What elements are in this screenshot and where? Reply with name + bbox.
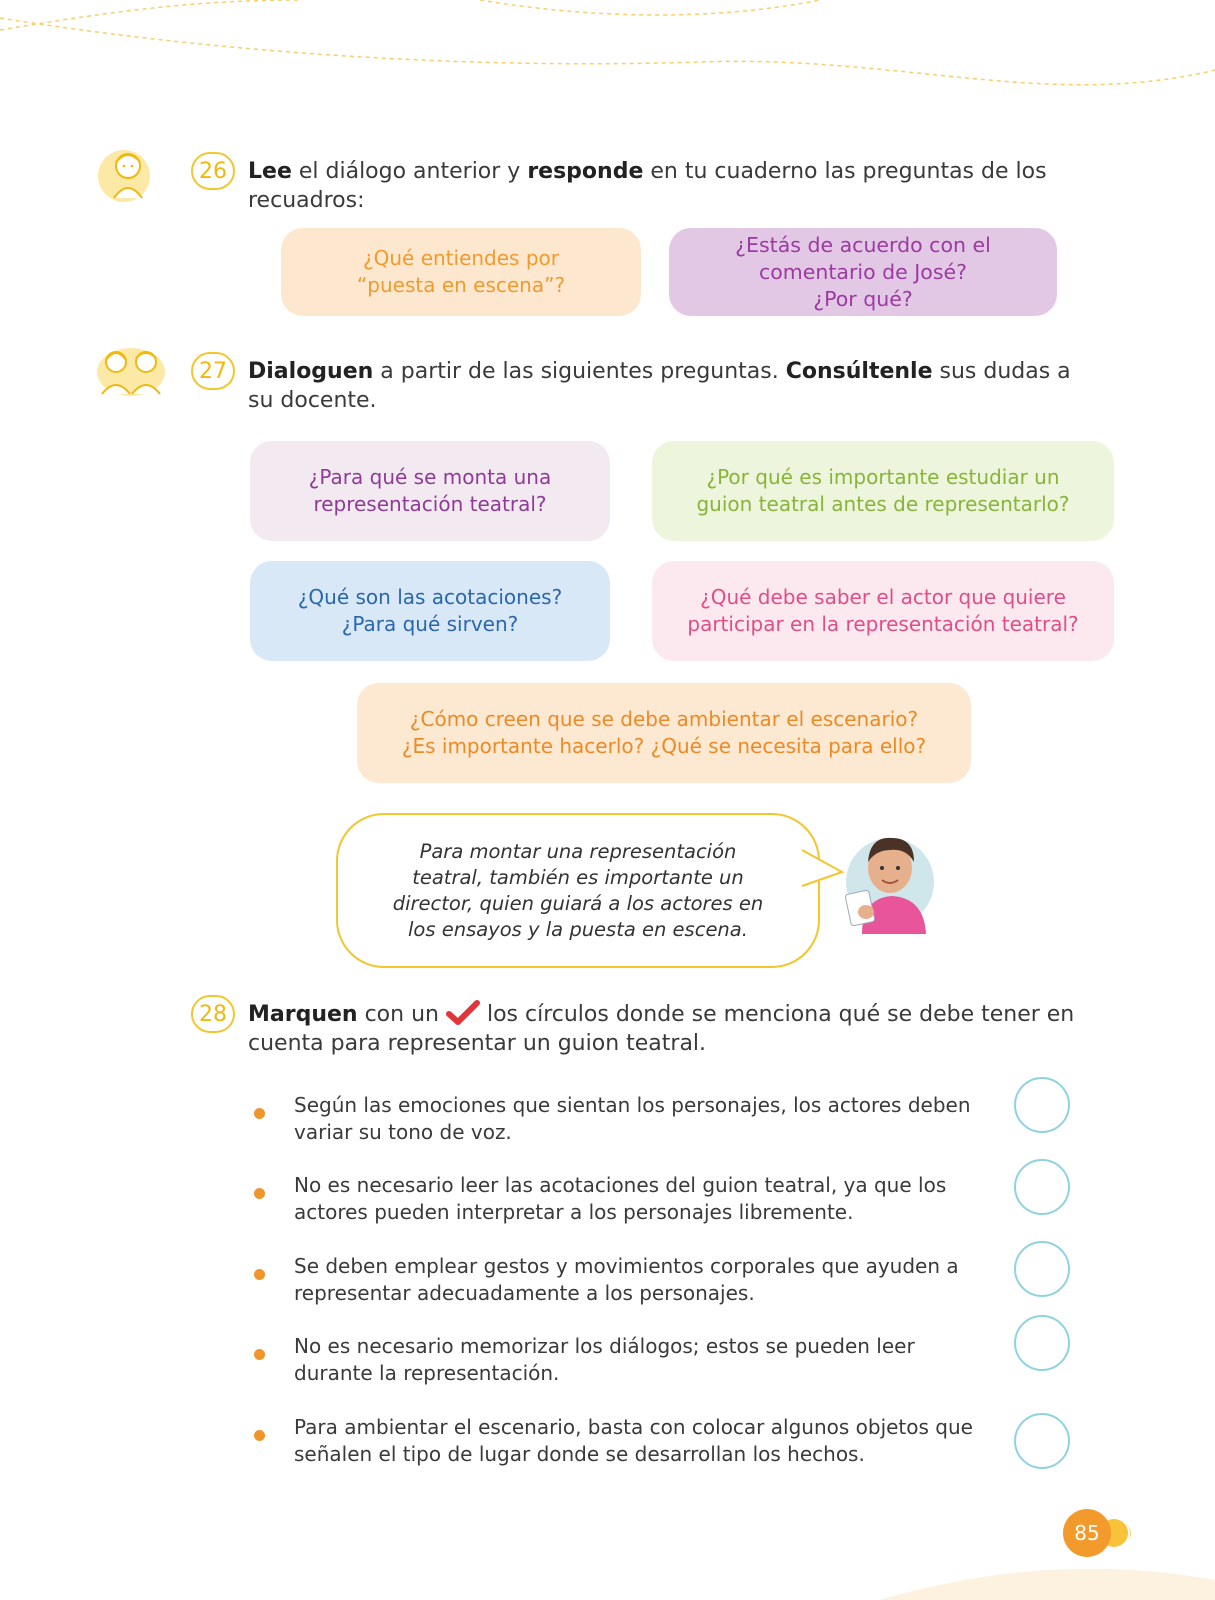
- speech-text: Para montar una representación teatral, también es importante un director, quien guiará a los actores en los ensayos y la puesta en escena.: [392, 839, 764, 941]
- instruction-bold-verb: Lee: [248, 159, 292, 184]
- instruction-text: sus dudas a su docente.: [248, 359, 1071, 413]
- answer-circle[interactable]: [1014, 1077, 1070, 1133]
- bullet-icon: [254, 1188, 265, 1199]
- question-text: ¿Por qué es importante estudiar un guion teatral antes de representarlo?: [696, 465, 1070, 516]
- question-box: [652, 441, 1114, 541]
- decorative-top-waves: [0, 0, 1215, 110]
- question-box: [357, 683, 971, 783]
- instruction-bold-verb: Marquen: [248, 1002, 358, 1027]
- decorative-bottom-arc: [0, 1520, 1215, 1600]
- question-text: ¿Qué entiendes por “puesta en escena”?: [356, 246, 566, 297]
- instruction-bold-verb: responde: [527, 159, 644, 184]
- bullet-icon: [254, 1108, 265, 1119]
- question-box: [250, 441, 610, 541]
- instruction-bold-verb: Dialoguen: [248, 359, 374, 384]
- pair-students-icon: [96, 342, 160, 406]
- page-number: 85: [1063, 1509, 1111, 1557]
- item-number-26: 26: [191, 152, 235, 190]
- bullet-icon: [254, 1269, 265, 1280]
- answer-circle[interactable]: [1014, 1315, 1070, 1371]
- student-icon: [96, 142, 160, 206]
- checkmark-icon: [446, 1000, 480, 1026]
- list-item: [250, 1414, 1130, 1474]
- item-number-28: 28: [191, 995, 235, 1033]
- question-text: ¿Estás de acuerdo con el comentario de José? ¿Por qué?: [735, 232, 991, 311]
- question-text: ¿Qué debe saber el actor que quiere participar en la representación teatral?: [687, 585, 1079, 636]
- question-text: ¿Para qué se monta una representación teatral?: [308, 465, 552, 516]
- list-item: [250, 1092, 1130, 1152]
- item-number-27: 27: [191, 352, 235, 390]
- instruction-text: a partir de las siguientes preguntas.: [373, 359, 786, 384]
- bullet-icon: [254, 1349, 265, 1360]
- instruction-text: en tu cuaderno las preguntas de los recuadros:: [248, 159, 1047, 213]
- question-text: ¿Qué son las acotaciones? ¿Para qué sirven?: [297, 585, 563, 636]
- item-26-instruction: [248, 157, 1048, 215]
- answer-circle[interactable]: [1014, 1159, 1070, 1215]
- bullet-icon: [254, 1430, 265, 1441]
- statement-text: No es necesario memorizar los diálogos; estos se pueden leer durante la representación.: [294, 1334, 915, 1385]
- question-box: [250, 561, 610, 661]
- child-reading-illustration: [840, 826, 936, 936]
- statement-text: Según las emociones que sientan los personajes, los actores deben variar su tono de voz.: [294, 1093, 971, 1144]
- list-item: [250, 1172, 1130, 1232]
- speech-bubble-tail: [796, 848, 846, 890]
- question-box: [669, 228, 1057, 316]
- statement-text: No es necesario leer las acotaciones del guion teatral, ya que los actores pueden interpretar a los personajes libremente.: [294, 1173, 947, 1224]
- item-27-instruction: [248, 357, 1098, 415]
- answer-circle[interactable]: [1014, 1241, 1070, 1297]
- speech-bubble: [336, 813, 820, 968]
- instruction-text: los círculos donde se menciona qué se debe tener en cuenta para representar un guion teatral.: [248, 1002, 1075, 1056]
- statement-text: Para ambientar el escenario, basta con colocar algunos objetos que señalen el tipo de lugar donde se desarrollan los hechos.: [294, 1415, 973, 1466]
- list-item: [250, 1253, 1130, 1313]
- list-item: [250, 1333, 1130, 1393]
- question-box: [281, 228, 641, 316]
- instruction-bold-verb: Consúltenle: [785, 359, 933, 384]
- instruction-text: con un: [357, 1002, 446, 1027]
- instruction-text: el diálogo anterior y: [291, 159, 528, 184]
- statement-text: Se deben emplear gestos y movimientos corporales que ayuden a representar adecuadamente a los personajes.: [294, 1254, 959, 1305]
- item-28-instruction: [248, 1000, 1098, 1058]
- question-box: [652, 561, 1114, 661]
- answer-circle[interactable]: [1014, 1413, 1070, 1469]
- question-text: ¿Cómo creen que se debe ambientar el escenario? ¿Es importante hacerlo? ¿Qué se necesita para ello?: [401, 707, 927, 758]
